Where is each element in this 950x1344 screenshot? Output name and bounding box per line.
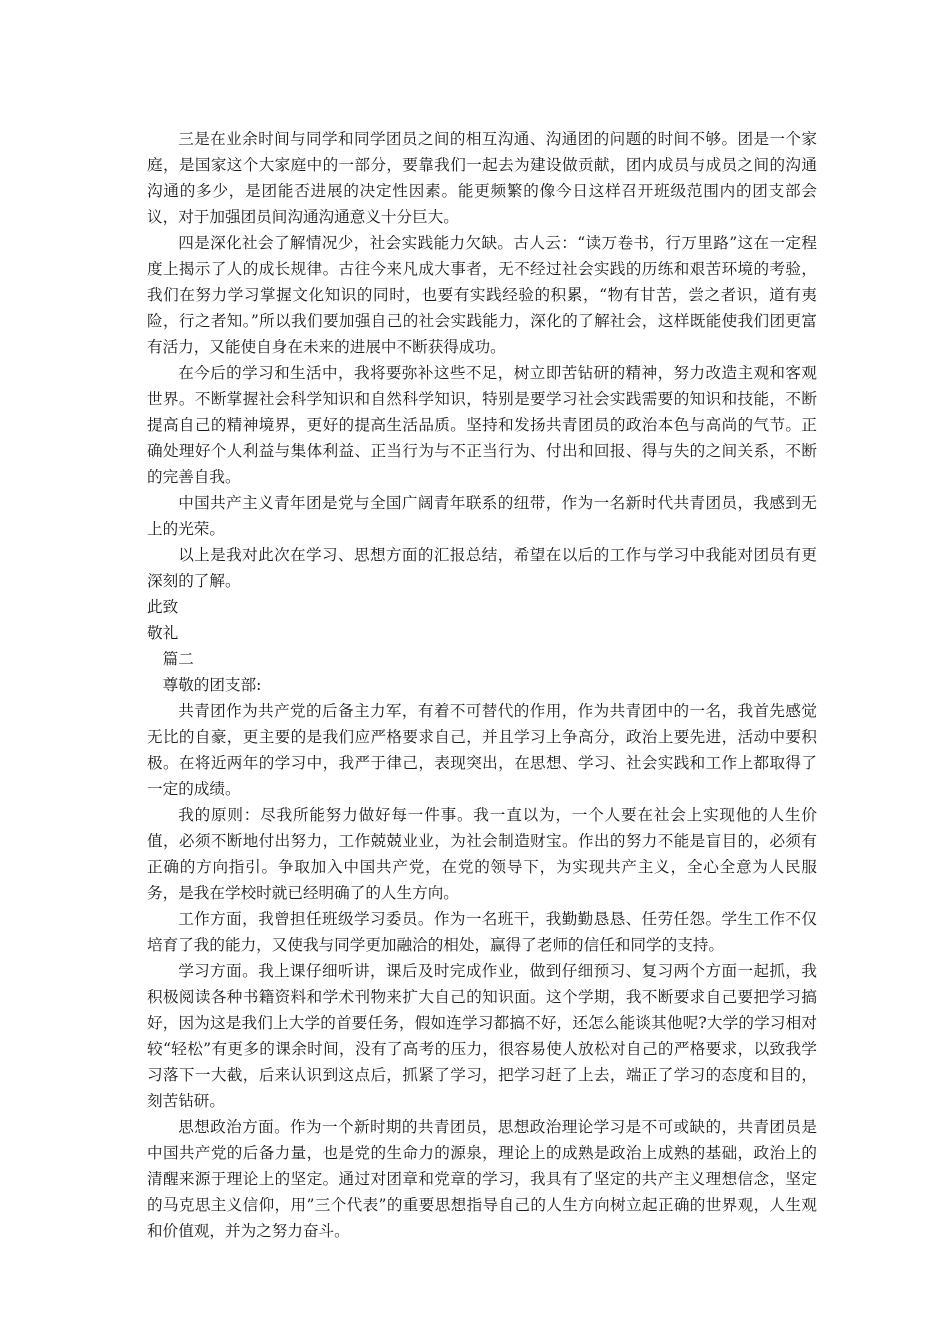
- section2-paragraph-5: 思想政治方面。作为一个新时期的共青团员，思想政治理论学习是不可或缺的，共青团员是中国共产党的后备力量，也是党的生命力的源泉，理论上的成熟是政治上成熟的基础，政治上的清醒来源于理论上的坚定。通过对团章和党章的学习，我具有了坚定的共产主义理想信念，坚定的马克思主义信仰，用”三个代表”的重要思想指导自己的人生方向树立起正确的世界观，人生观和价值观，并为之努力奋斗。: [147, 1118, 817, 1240]
- section2-paragraph-1: 共青团作为共产党的后备主力军，有着不可替代的作用，作为共青团中的一名，我首先感觉无比的自豪，更主要的是我们应严格要求自己，并且学习上争高分，政治上要先进，活动中要积极。在将近两年的学习中，我严于律己，表现突出，在思想、学习、社会实践和工作上都取得了一定的成绩。: [147, 702, 817, 798]
- paragraph-4: 四是深化社会了解情况少，社会实践能力欠缺。古人云：“读万卷书，行万里路”这在一定程度上揭示了人的成长规律。古往今来凡成大事者，无不经过社会实践的历练和艰苦环境的考验，我们在努力学习掌握文化知识的同时，也要有实践经验的积累，“物有甘苦，尝之者识，道有夷险，行之者知。”所以我们要加强自己的社会实践能力，深化的了解社会，这样既能使我们团更富有活力，又能使自身在未来的进展中不断获得成功。: [147, 234, 817, 356]
- paragraph-3: 三是在业余时间与同学和同学团员之间的相互沟通、沟通团的问题的时间不够。团是一个家庭，是国家这个大家庭中的一部分，要靠我们一起去为建设做贡献，团内成员与成员之间的沟通沟通的多少，是团能否进展的决定性因素。能更频繁的像今日这样召开班级范围内的团支部会议，对于加强团员间沟通沟通意义十分巨大。: [147, 130, 817, 226]
- paragraph-future: 在今后的学习和生活中，我将要弥补这些不足，树立即苦钻研的精神，努力改造主观和客观世界。不断掌握社会科学知识和自然科学知识，特别是要学习社会实践需要的知识和技能，不断提高自己的精神境界，更好的提高生活品质。坚持和发扬共青团员的政治本色与高尚的气节。正确处理好个人利益与集体利益、正当行为与不正当行为、付出和回报、得与失的之间关系，不断的完善自我。: [147, 364, 817, 486]
- section2-paragraph-2: 我的原则：尽我所能努力做好每一件事。我一直以为，一个人要在社会上实现他的人生价值，必须不断地付出努力，工作兢兢业业，为社会制造财宝。作出的努力不能是盲目的，必须有正确的方向指引。争取加入中国共产党，在党的领导下，为实现共产主义，全心全意为人民服务，是我在学校时就已经明确了的人生方向。: [147, 806, 817, 902]
- closing-line-1: 此致: [147, 598, 179, 616]
- salutation: 尊敬的团支部:: [162, 676, 262, 694]
- document-body: [147, 126, 817, 1244]
- section2-paragraph-4: 学习方面。我上课仔细听讲，课后及时完成作业，做到仔细预习、复习两个方面一起抓，我积极阅读各种书籍资料和学术刊物来扩大自己的知识面。这个学期，我不断要求自己要把学习搞好，因为这是我们上大学的首要任务，假如连学习都搞不好，还怎么能谈其他呢?大学的学习相对较“轻松”有更多的课余时间，没有了高考的压力，很容易使人放松对自己的严格要求，以致我学习落下一大截，后来认识到这点后，抓紧了学习，把学习赶了上去，端正了学习的态度和目的，刻苦钻研。: [147, 962, 817, 1110]
- section2-paragraph-3: 工作方面，我曾担任班级学习委员。作为一名班干，我勤勤恳恳、任劳任怨。学生工作不仅培育了我的能力，又使我与同学更加融洽的相处，赢得了老师的信任和同学的支持。: [147, 910, 817, 954]
- paragraph-summary: 以上是我对此次在学习、思想方面的汇报总结，希望在以后的工作与学习中我能对团员有更深刻的了解。: [147, 546, 817, 590]
- section-heading: 篇二: [162, 650, 194, 668]
- closing-line-2: 敬礼: [147, 624, 179, 642]
- paragraph-league: 中国共产主义青年团是党与全国广阔青年联系的纽带，作为一名新时代共青团员，我感到无上的光荣。: [147, 494, 817, 538]
